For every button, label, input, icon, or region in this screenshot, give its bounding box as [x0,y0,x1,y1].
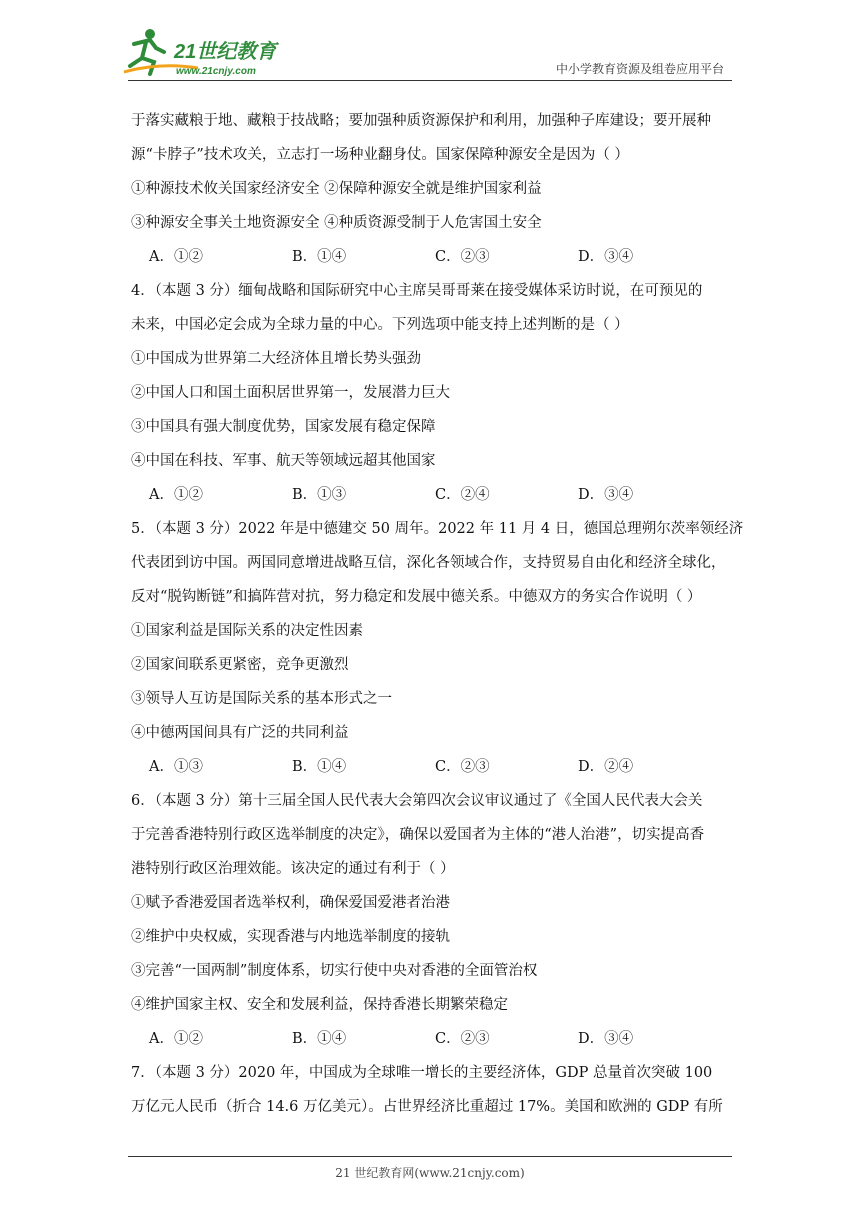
q5-stem: 5．（本题 3 分）2022 年是中德建交 50 周年。2022 年 11 月 4 日，德国总理朔尔茨率领经济 [131,521,744,537]
q6-statement: ③完善“一国两制”制度体系，切实行使中央对香港的全面管治权 [131,963,538,979]
q4-statement: ①中国成为世界第二大经济体且增长势头强劲 [131,351,421,367]
option-d: D．②④ [578,759,634,775]
option-b: B．①④ [292,759,347,775]
q7-stem: 7．（本题 3 分）2020 年，中国成为全球唯一增长的主要经济体，GDP 总量首次突破 100 [131,1065,713,1081]
q5-stem: 代表团到访中国。两国同意增进战略互信，深化各领域合作，支持贸易自由化和经济全球化， [131,555,726,571]
text-line: ①种源技术攸关国家经济安全 ②保障种源安全就是维护国家利益 [131,181,542,197]
option-b: B．①④ [292,1031,347,1047]
option-d: D．③④ [578,1031,634,1047]
q5-stem: 反对“脱钩断链”和搞阵营对抗，努力稳定和发展中德关系。中德双方的务实合作说明（ ） [131,589,702,605]
q6-statement: ①赋予香港爱国者选举权利，确保爱国爱港者治港 [131,895,450,911]
q6-options [131,1022,731,1056]
option-a: A．①② [149,487,203,503]
q4-stem: 4．（本题 3 分）缅甸战略和国际研究中心主席吴哥哥莱在接受媒体采访时说，在可预见的 [131,283,703,299]
q5-statement: ①国家利益是国际关系的决定性因素 [131,623,363,639]
q6-statement: ④维护国家主权、安全和发展利益，保持香港长期繁荣稳定 [131,997,508,1013]
q6-stem: 港特别行政区治理效能。该决定的通过有利于（ ） [131,861,455,877]
q7-stem: 万亿元人民币（折合 14.6 万亿美元）。占世界经济比重超过 17%。美国和欧洲的 GDP 有所 [131,1099,723,1115]
q6-statement: ②维护中央权威，实现香港与内地选举制度的接轨 [131,929,450,945]
logo [120,28,290,80]
logo-text: 21世纪教育 [174,41,277,63]
option-c: C．②④ [435,487,490,503]
option-a: A．①② [149,249,203,265]
header-divider [128,80,732,81]
q4-statement: ②中国人口和国土面积居世界第一，发展潜力巨大 [131,385,450,401]
q5-statement: ②国家间联系更紧密，竞争更激烈 [131,657,349,673]
q6-stem: 6．（本题 3 分）第十三届全国人民代表大会第四次会议审议通过了《全国人民代表大会关 [131,793,703,809]
q3-options [131,240,731,274]
logo-url: www.21cnjy.com [176,66,256,77]
q4-options [131,478,731,512]
question-content [131,104,744,1124]
q4-statement: ③中国具有强大制度优势，国家发展有稳定保障 [131,419,436,435]
q5-statement: ③领导人互访是国际关系的基本形式之一 [131,691,392,707]
q5-options [131,750,731,784]
option-d: D．③④ [578,487,634,503]
footer-divider [128,1156,732,1157]
option-c: C．②③ [435,759,490,775]
option-c: C．②③ [435,1031,490,1047]
option-b: B．①③ [292,487,347,503]
q6-stem: 于完善香港特别行政区选举制度的决定》，确保以爱国者为主体的“港人治港”，切实提高香 [131,827,705,843]
option-a: A．①③ [149,759,203,775]
page-footer: 21 世纪教育网(www.21cnjy.com) [335,1166,525,1180]
q5-statement: ④中德两国间具有广泛的共同利益 [131,725,349,741]
text-line: 源“卡脖子”技术攻关，立志打一场种业翻身仗。国家保障种源安全是因为（ ） [131,147,629,163]
option-b: B．①④ [292,249,347,265]
text-line: ③种源安全事关土地资源安全 ④种质资源受制于人危害国土安全 [131,215,542,231]
option-c: C．②③ [435,249,490,265]
text-line: 于落实藏粮于地、藏粮于技战略；要加强种质资源保护和利用，加强种子库建设；要开展种 [131,113,711,129]
option-a: A．①② [149,1031,203,1047]
q4-stem: 未来，中国必定会成为全球力量的中心。下列选项中能支持上述判断的是（ ） [131,317,629,333]
option-d: D．③④ [578,249,634,265]
header-platform-text: 中小学教育资源及组卷应用平台 [555,62,724,76]
page-header [0,0,860,82]
q4-statement: ④中国在科技、军事、航天等领域远超其他国家 [131,453,436,469]
